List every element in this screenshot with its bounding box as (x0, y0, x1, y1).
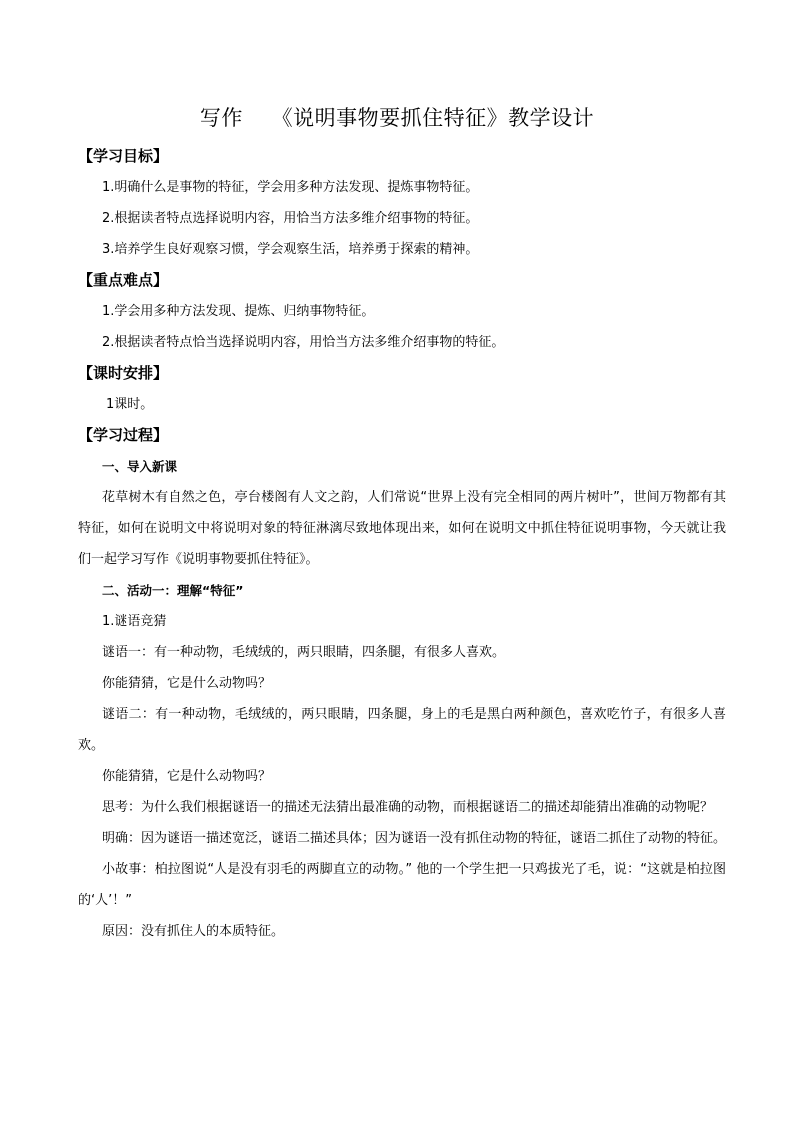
process-part2-heading: 二、活动一：理解“特征” (102, 583, 244, 598)
story-paragraph: 小故事：柏拉图说“人是没有羽毛的两脚直立的动物。” 他的一个学生把一只鸡拔光了毛，说：“这就是柏拉图的‘人’！” (78, 862, 726, 908)
section-heading-process: 【学习过程】 (78, 426, 169, 444)
think-paragraph: 思考：为什么我们根据谜语一的描述无法猜出最准确的动物，而根据谜语二的描述却能猜出准确的动物呢？ (102, 800, 714, 815)
riddle-one-question: 你能猜猜，它是什么动物吗？ (102, 676, 272, 691)
riddle-subheading: 1.谜语竞猜 (102, 614, 167, 629)
process-part1-text: 花草树木有自然之色，亭台楼阁有人文之韵，人们常说“世界上没有完全相同的两片树叶”，世间万物都有其特征，如何在说明文中将说明对象的特征淋漓尽致地体现出来，如何在说明文中抓住特征说明事物，今天就让我们一起学习写作《说明事物要抓住特征》。 (78, 490, 726, 567)
reason-paragraph: 原因：没有抓住人的本质特征。 (102, 924, 285, 939)
riddle-two: 谜语二：有一种动物，毛绒绒的，两只眼睛，四条腿，身上的毛是黑白两种颜色，喜欢吃竹子，有很多人喜欢。 (78, 707, 726, 753)
keypoint-item: 1.学会用多种方法发现、提炼、归纳事物特征。 (102, 304, 375, 319)
riddle-one: 谜语一：有一种动物，毛绒绒的，两只眼睛，四条腿，有很多人喜欢。 (102, 645, 506, 660)
schedule-text: 1课时。 (106, 397, 154, 412)
keypoint-item: 2.根据读者特点恰当选择说明内容，用恰当方法多维介绍事物的特征。 (102, 335, 505, 350)
section-heading-objectives: 【学习目标】 (78, 147, 169, 165)
section-heading-schedule: 【课时安排】 (78, 364, 169, 382)
document-title: 写作 《说明事物要抓住特征》教学设计 (199, 106, 595, 130)
clarify-paragraph: 明确：因为谜语一描述宽泛，谜语二描述具体；因为谜语一没有抓住动物的特征，谜语二抓住了动物的特征。 (102, 831, 727, 846)
document-body (78, 141, 726, 947)
process-part1-heading: 一、导入新课 (102, 459, 178, 474)
objective-item: 2.根据读者特点选择说明内容，用恰当方法多维介绍事物的特征。 (102, 211, 479, 226)
objective-item: 1.明确什么是事物的特征，学会用多种方法发现、提炼事物特征。 (102, 180, 479, 195)
riddle-two-question: 你能猜猜，它是什么动物吗？ (102, 769, 272, 784)
section-heading-keypoints: 【重点难点】 (78, 271, 169, 289)
objective-item: 3.培养学生良好观察习惯，学会观察生活，培养勇于探索的精神。 (102, 242, 479, 257)
